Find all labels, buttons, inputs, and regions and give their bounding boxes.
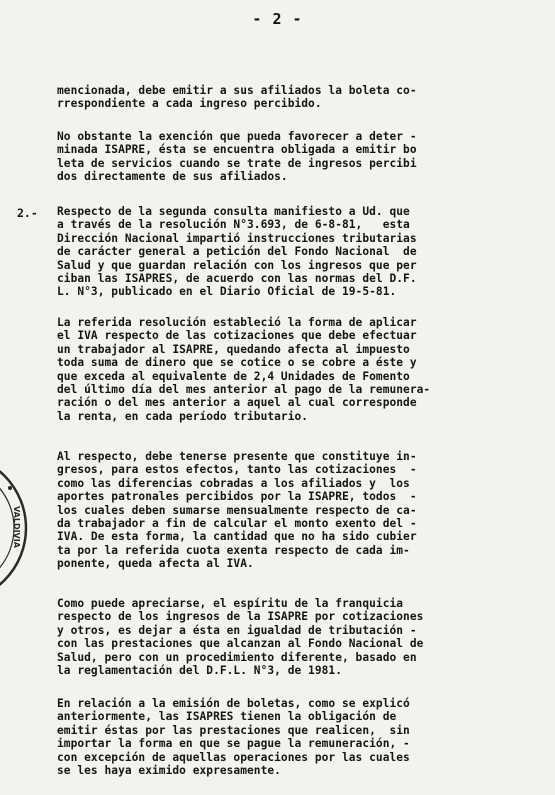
text-line: emitir éstas por las prestaciones que realicen, sin (57, 723, 410, 737)
seal-text: VALDIVIA (12, 506, 21, 548)
text-line: ponente, queda afecta al IVA. (57, 557, 254, 571)
item-number: 2.- (17, 206, 38, 220)
paragraph-3 (57, 205, 527, 299)
text-line: gresos, para estos efectos, tanto las cotizaciones - (57, 463, 417, 477)
text-line: dos directamente de sus afiliados. (57, 170, 288, 184)
text-line: toda suma de dinero que se cotice o se cobre a éste y (57, 356, 417, 370)
text-line: se les haya eximido expresamente. (57, 764, 281, 778)
text-line: Como puede apreciarse, el espíritu de la franquicia (57, 597, 404, 610)
text-line: aportes patronales percibidos por la ISAPRE, todos - (57, 490, 417, 504)
text-line: Dirección Nacional impartió instrucciones tributarias (57, 231, 417, 245)
text-line: IVA. De esta forma, la cantidad que no ha sido cubier (57, 530, 417, 544)
text-line: los cuales deben sumarse mensualmente respecto de ca- (57, 503, 417, 517)
text-line: importar la forma en que se pague la remuneración, - (57, 737, 410, 751)
text-line: a través de la resolución N°3.693, de 6-8-81, esta (57, 218, 410, 232)
text-line: rrespondiente a cada ingreso percibido. (57, 97, 322, 111)
text-line: Respecto de la segunda consulta manifiesto a Ud. que (57, 205, 410, 218)
text-line: la reglamentación del D.F.L. N°3, de 1981. (57, 664, 342, 678)
text-line: ta por la referida cuota exenta respecto de cada im- (57, 543, 410, 557)
text-line: Salud y que guardan relación con los ingresos que per (57, 258, 417, 272)
paragraph-6 (57, 597, 527, 677)
page-number: - 2 - (252, 10, 303, 28)
text-line: No obstante la exención que pueda favorecer a deter - (57, 130, 417, 143)
text-line: L. N°3, publicado en el Diario Oficial de 19-5-81. (57, 285, 397, 299)
text-line: con excepción de aquellas operaciones por las cuales (57, 750, 410, 764)
text-line: como las diferencias cobradas a los afiliados y los (57, 476, 410, 490)
text-line: y otros, es dejar a ésta en igualdad de tributación - (57, 623, 417, 637)
text-line: ración o del mes anterior a aquel al cual corresponde (57, 396, 417, 410)
text-line: con las prestaciones que alcanzan al Fondo Nacional de (57, 637, 424, 651)
text-line: del último día del mes anterior al pago de la remunera- (57, 383, 431, 397)
text-line: Salud, pero con un procedimiento diferente, basado en (57, 650, 417, 664)
paragraph-2 (57, 130, 527, 184)
text-line: de carácter general a petición del Fondo Nacional de (57, 245, 417, 259)
text-line: la renta, en cada período tributario. (57, 409, 309, 423)
text-line: respecto de los ingresos de la ISAPRE por cotizaciones (57, 610, 424, 624)
text-line: Al respecto, debe tenerse presente que constituye in- (57, 450, 417, 463)
paragraph-5 (57, 450, 527, 571)
text-line: anteriormente, las ISAPRES tienen la obligación de (57, 710, 397, 724)
text-line: el IVA respecto de las cotizaciones que debe efectuar (57, 329, 417, 343)
text-line: ciban las ISAPRES, de acuerdo con las normas del D.F. (57, 272, 417, 286)
paragraph-1 (57, 84, 527, 111)
text-line: que exceda al equivalente de 2,4 Unidades de Fomento (57, 369, 410, 383)
text-line: minada ISAPRE, ésta se encuentra obligada a emitir bo (57, 143, 417, 157)
paragraph-7 (57, 697, 527, 777)
text-line: leta de servicios cuando se trate de ingresos percibi (57, 156, 417, 170)
paragraph-4 (57, 316, 527, 423)
text-line: mencionada, debe emitir a sus afiliados la boleta co- (57, 84, 417, 97)
text-line: un trabajador al ISAPRE, quedando afecta al impuesto (57, 342, 410, 356)
official-seal (0, 448, 32, 608)
text-line: da trabajador a fin de calcular el monto exento del - (57, 517, 417, 531)
text-line: La referida resolución estableció la forma de aplicar (57, 316, 417, 329)
text-line: En relación a la emisión de boletas, como se explicó (57, 697, 410, 710)
